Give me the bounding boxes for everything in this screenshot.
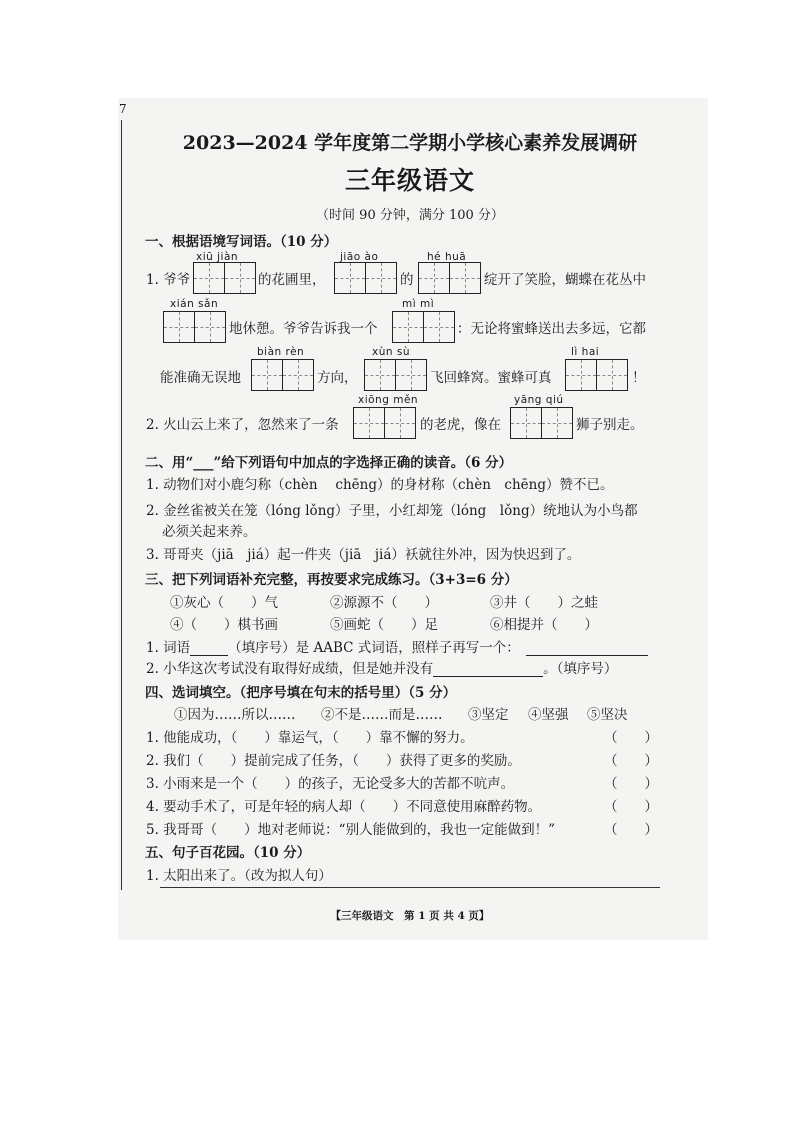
- pinyin-xiansan: xián sǎn: [170, 298, 219, 310]
- s4-option-1: ①因为……所以……: [174, 707, 296, 723]
- s1-line4-c: 狮子别走。: [576, 417, 644, 433]
- pinyin-hehua: hé huā: [427, 251, 467, 263]
- s4-item-1: 1. 他能成功，（ ）靠运气，（ ）靠不懈的努力。: [146, 730, 474, 746]
- s1-line1-d: 绽开了笑脸，蝴蝶在花丛中: [484, 272, 646, 288]
- s4-item-3: 3. 小雨来是一个（ ）的孩子，无论受多大的苦都不吭声。: [146, 776, 515, 792]
- s3-option-3: ③井（ ）之蛙: [490, 595, 598, 611]
- s2-item-3: 3. 哥哥夹（jiā jiá）起一件夹（jiā jiá）袄就往外冲，因为快迟到了。: [146, 547, 581, 563]
- section-2-heading: 二、用“___”给下列语句中加点的字选择正确的读音。（6 分）: [145, 455, 513, 471]
- s4-answer-paren-4[interactable]: （ ）: [604, 799, 658, 815]
- pinyin-xiongmeng: xiōng měn: [358, 394, 419, 406]
- s3-option-1: ①灰心（ ）气: [170, 595, 278, 611]
- s3-q1-blank-2[interactable]: [526, 655, 648, 656]
- pinyin-lihai: lì hai: [571, 346, 600, 358]
- section-3-heading: 三、把下列词语补充完整，再按要求完成练习。（3+3=6 分）: [145, 572, 518, 588]
- answer-grid-xiujian[interactable]: [193, 262, 256, 294]
- answer-grid-bianren[interactable]: [251, 359, 314, 391]
- binding-margin-line: [121, 120, 122, 890]
- s3-q1-text: （填序号）是 AABC 式词语，照样子再写一个：: [228, 640, 520, 656]
- s4-option-3: ③坚定: [468, 707, 509, 723]
- s4-option-2: ②不是……而是……: [321, 707, 443, 723]
- section-5-heading: 五、句子百花园。（10 分）: [145, 845, 311, 861]
- s1-line4-b: 的老虎，像在: [420, 417, 501, 433]
- s2-item-2-cont: 必须关起来养。: [162, 524, 257, 540]
- s3-q2-prefix: 2. 小华这次考试没有取得好成绩，但是她并没有: [146, 661, 434, 677]
- answer-grid-jiaoao[interactable]: [334, 262, 397, 294]
- page-footer: 【三年级语文 第 1 页 共 4 页】: [330, 910, 490, 922]
- s3-q2: [146, 657, 617, 677]
- s4-answer-paren-3[interactable]: （ ）: [604, 776, 658, 792]
- exam-title: 2023—2024 学年度第二学期小学核心素养发展调研: [182, 132, 638, 154]
- s4-option-4: ④坚强: [528, 707, 569, 723]
- s1-line3-a: 能准确无误地: [160, 370, 241, 386]
- s3-option-5: ⑤画蛇（ ）足: [330, 617, 438, 633]
- s1-line3-c: 飞回蜂窝。蜜蜂可真: [430, 370, 552, 386]
- s2-item-1: 1. 动物们对小鹿匀称（chèn chēng）的身材称（chèn chēng）赞不已。: [146, 477, 614, 493]
- answer-grid-xiongmeng[interactable]: [353, 407, 416, 439]
- s3-option-2: ②源源不（ ）: [330, 595, 438, 611]
- s1-line1-b: 的花圃里，: [258, 272, 326, 288]
- answer-grid-xunsu[interactable]: [364, 359, 427, 391]
- answer-grid-yangqiu[interactable]: [510, 407, 573, 439]
- s3-q2-blank[interactable]: [433, 676, 543, 677]
- s4-item-2: 2. 我们（ ）提前完成了任务，（ ）获得了更多的奖励。: [146, 753, 521, 769]
- answer-line[interactable]: [160, 887, 660, 888]
- answer-grid-lihai[interactable]: [565, 359, 628, 391]
- s1-line2-b: ：无论将蜜蜂送出去多远，它都: [457, 321, 646, 337]
- s3-q1: [146, 636, 648, 656]
- s4-answer-paren-5[interactable]: （ ）: [604, 822, 658, 838]
- corner-mark: 7: [119, 102, 127, 116]
- pinyin-yangqiu: yāng qiú: [514, 394, 564, 406]
- answer-grid-xiansan[interactable]: [163, 311, 226, 343]
- s1-line3-d: ！: [632, 370, 646, 386]
- section-1-heading: 一、根据语境写词语。（10 分）: [145, 234, 338, 250]
- s1-line1-c: 的: [400, 272, 414, 288]
- s4-answer-paren-1[interactable]: （ ）: [604, 730, 658, 746]
- s3-q1-blank-1[interactable]: [190, 655, 228, 656]
- pinyin-jiaoao: jiāo ào: [340, 251, 379, 263]
- s4-item-4: 4. 要动手术了，可是年轻的病人却（ ）不同意使用麻醉药物。: [146, 799, 542, 815]
- answer-grid-mimi[interactable]: [392, 311, 455, 343]
- s4-answer-paren-2[interactable]: （ ）: [604, 753, 658, 769]
- exam-info: （时间 90 分钟，满分 100 分）: [316, 208, 504, 223]
- answer-grid-hehua[interactable]: [418, 262, 481, 294]
- s5-q1: 1. 太阳出来了。（改为拟人句）: [146, 868, 332, 884]
- s1-line4-a: 2. 火山云上来了，忽然来了一条: [146, 417, 339, 433]
- s3-q2-suffix: 。（填序号）: [543, 661, 618, 677]
- s1-line1-a: 1. 爷爷: [146, 272, 191, 288]
- s3-option-6: ⑥相提并（ ）: [490, 617, 598, 633]
- pinyin-mimi: mì mì: [402, 298, 435, 310]
- subject-title: 三年级语文: [344, 166, 475, 195]
- pinyin-xunsu: xùn sù: [372, 346, 410, 358]
- s2-item-2: 2. 金丝雀被关在笼（lóng lǒng）子里，小红却笼（lóng lǒng）统地认为小鸟都: [146, 503, 638, 519]
- s1-line2-a: 地休憩。爷爷告诉我一个: [229, 321, 378, 337]
- pinyin-bianren: biàn rèn: [257, 346, 305, 358]
- s4-item-5: 5. 我哥哥（ ）地对老师说：“别人能做到的，我也一定能做到！”: [146, 822, 555, 838]
- s3-option-4: ④（ ）棋书画: [170, 617, 278, 633]
- s3-q1-prefix: 1. 词语: [146, 640, 191, 656]
- s4-option-5: ⑤坚决: [587, 707, 628, 723]
- s1-line3-b: 方向，: [317, 370, 358, 386]
- pinyin-xiujian: xiū jiàn: [196, 251, 239, 263]
- section-4-heading: 四、选词填空。（把序号填在句末的括号里）（5 分）: [145, 685, 457, 701]
